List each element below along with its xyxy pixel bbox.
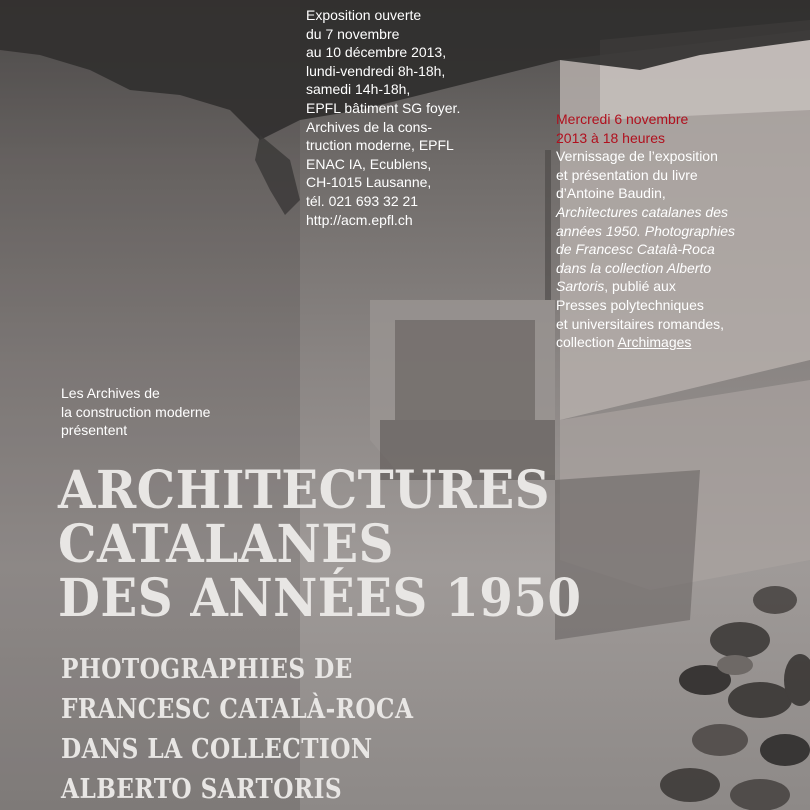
exhibition-info bbox=[306, 6, 546, 229]
info-line: truction moderne, EPFL bbox=[306, 137, 454, 154]
event-line bbox=[556, 277, 806, 296]
title-line: DES ANNÉES 1950 bbox=[58, 568, 582, 629]
subtitle-line: FRANCESC CATALÀ-ROCA bbox=[61, 694, 414, 725]
info-url[interactable]: http://acm.epfl.ch bbox=[306, 211, 413, 228]
info-line: Exposition ouverte bbox=[306, 7, 422, 23]
info-line: lundi-vendredi 8h-18h, bbox=[306, 62, 446, 79]
photo-block-recess bbox=[395, 320, 535, 420]
event-time: 2013 à 18 heures bbox=[556, 129, 665, 146]
title-line: ARCHITECTURES bbox=[58, 460, 551, 521]
presenter-line: la construction moderne bbox=[61, 403, 211, 420]
event-line: et présentation du livre bbox=[556, 166, 698, 183]
presenter bbox=[61, 384, 210, 440]
book-title-line: années 1950. Photographies bbox=[556, 222, 736, 239]
collection-prefix: collection bbox=[556, 334, 618, 351]
event-date: Mercredi 6 novembre bbox=[556, 111, 689, 127]
event-line: d’Antoine Baudin, bbox=[556, 185, 666, 202]
book-title-line: de Francesc Català-Roca bbox=[556, 241, 715, 258]
subtitle-line: ALBERTO SARTORIS bbox=[61, 774, 343, 805]
info-line: CH-1015 Lausanne, bbox=[306, 174, 432, 191]
presenter-line: présentent bbox=[61, 422, 128, 439]
subtitle-line: PHOTOGRAPHIES DE bbox=[61, 654, 353, 685]
info-line: samedi 14h-18h, bbox=[306, 81, 411, 98]
publisher-intro: , publié aux bbox=[604, 278, 676, 295]
poster-title bbox=[58, 460, 582, 629]
title-line: CATALANES bbox=[58, 514, 394, 575]
book-title-line: Architectures catalanes des bbox=[556, 203, 728, 220]
book-title-line: dans la collection Alberto bbox=[556, 259, 712, 276]
collection-name: Archimages bbox=[617, 334, 692, 351]
info-line: tél. 021 693 32 21 bbox=[306, 192, 419, 209]
poster-subtitle bbox=[61, 650, 413, 810]
presenter-line: Les Archives de bbox=[61, 385, 160, 401]
event-line bbox=[556, 333, 806, 352]
info-line: au 10 décembre 2013, bbox=[306, 44, 447, 61]
event-line: Presses polytechniques bbox=[556, 296, 704, 313]
event-line: Vernissage de l’exposition bbox=[556, 148, 718, 165]
book-title-end: Sartoris bbox=[556, 278, 605, 295]
event-line: et universitaires romandes, bbox=[556, 315, 725, 332]
info-line: Archives de la cons- bbox=[306, 118, 433, 135]
info-line: EPFL bâtiment SG foyer. bbox=[306, 99, 461, 116]
info-line: du 7 novembre bbox=[306, 25, 400, 42]
info-line: ENAC IA, Ecublens, bbox=[306, 155, 432, 172]
vernissage-info bbox=[556, 110, 806, 352]
subtitle-line: DANS LA COLLECTION bbox=[61, 734, 373, 765]
